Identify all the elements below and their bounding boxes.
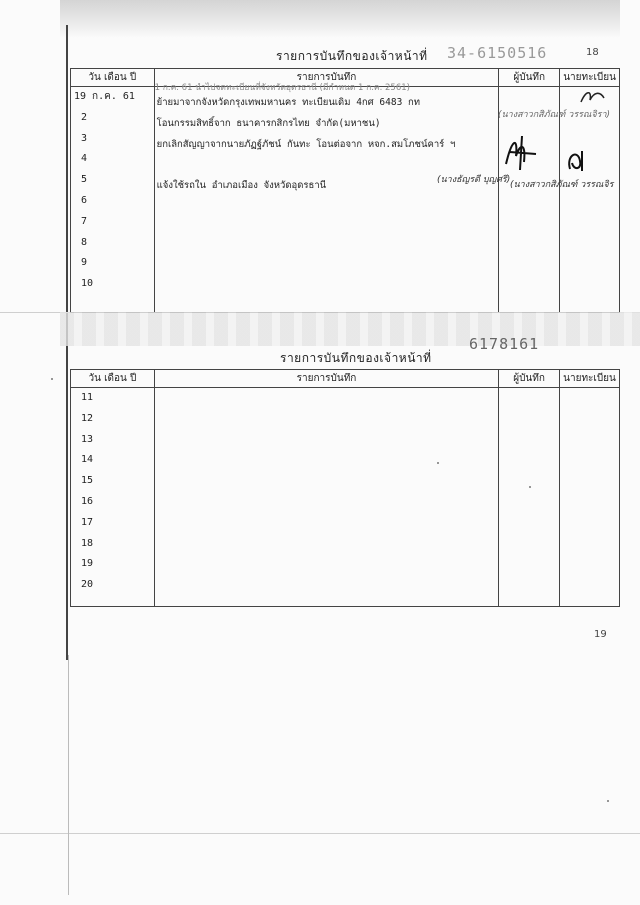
row-number: 19: [81, 558, 94, 570]
record-line: ยกเลิกสัญญาจากนายภัฏฐ์ภัชน์ กันทะ โอนต่อจาก หจก.สมโภชน์คาร์ ฯ: [156, 138, 456, 150]
row-number: 17: [81, 516, 94, 528]
header-date: วัน เดือน ปี: [71, 370, 155, 388]
record-line: ย้ายมาจากจังหวัดกรุงเทพมหานคร ทะเบียนเดิม 4กศ 6483 กท: [156, 97, 421, 108]
scan-speck: [51, 378, 53, 380]
recorder-column: [499, 388, 560, 607]
row-number: 16: [81, 495, 94, 507]
records-column: [154, 83, 499, 313]
stamp-pattern: [60, 312, 640, 346]
registrar-signature: [564, 145, 594, 175]
section1-page-number: 18: [586, 47, 599, 58]
section2-title: รายการบันทึกของเจ้าหน้าที่: [280, 351, 432, 365]
record-line: โอนกรรมสิทธิ์จาก ธนาคารกสิกรไทย จำกัด(มหาชน): [156, 117, 381, 129]
header-registrar: นายทะเบียน: [560, 370, 620, 388]
scan-speck: [437, 462, 439, 464]
row-number: 4: [81, 153, 88, 165]
row-number: 18: [81, 537, 94, 549]
records-column: [154, 388, 498, 607]
row-number: 14: [81, 454, 94, 466]
recorder-name-top: (นางสาวกสิภัณฑ์ วรรณจิรา): [498, 110, 611, 120]
entry-date: 19 ก.ค. 61: [74, 91, 135, 102]
header-recorder: ผู้บันทึก: [499, 370, 560, 388]
row-number: 2: [81, 111, 88, 123]
header-date: วัน เดือน ปี: [71, 69, 155, 87]
row-number: 12: [81, 412, 94, 424]
registrar-initials-signature: [578, 88, 608, 108]
recorder-signature: [502, 134, 542, 174]
registrar-column: [560, 388, 620, 607]
recorder-name: (นางธัญรดี บุญศรี): [437, 175, 511, 185]
stamped-code: 6178161: [469, 335, 540, 353]
row-number: 13: [81, 433, 94, 445]
handwritten-code: 34-6150516: [447, 44, 548, 62]
row-number: 9: [81, 257, 88, 269]
scan-speck: [529, 486, 531, 488]
section1-title: รายการบันทึกของเจ้าหน้าที่: [276, 49, 428, 63]
header-records: รายการบันทึก: [154, 370, 498, 388]
row-number: 6: [81, 194, 88, 206]
header-records: รายการบันทึก: [154, 69, 499, 87]
scan-top-smudge: [60, 0, 620, 38]
scan-speck: [607, 800, 609, 802]
row-number: 10: [81, 278, 94, 290]
header-recorder: ผู้บันทึก: [499, 69, 560, 87]
row-number: 3: [81, 132, 88, 144]
row-number: 15: [81, 475, 94, 487]
date-column: [71, 388, 155, 607]
row-number: 20: [81, 579, 94, 591]
header-registrar: นายทะเบียน: [560, 69, 620, 87]
record-line: แจ้งใช้รถใน อำเภอเมือง จังหวัดอุดรธานี: [156, 180, 327, 192]
date-column: [71, 87, 155, 313]
row-number: 8: [81, 236, 88, 248]
row-number: 11: [81, 392, 94, 403]
faint-previous-entry: 1 ก.ค. 61 นำไปจดทะเบียนที่จังหวัดอุดรธานี (มีกำหนด 1 ก.ค. 2561): [154, 83, 410, 93]
section2-page-number: 19: [594, 629, 607, 640]
row-number: 5: [81, 174, 88, 186]
section2-table: [70, 369, 620, 607]
bottom-fold-line: [0, 833, 640, 834]
registrar-name: (นางสาวกสิภัณฑ์ วรรณจิร: [510, 180, 614, 190]
row-number: 7: [81, 215, 88, 227]
page-edge: [68, 655, 69, 895]
